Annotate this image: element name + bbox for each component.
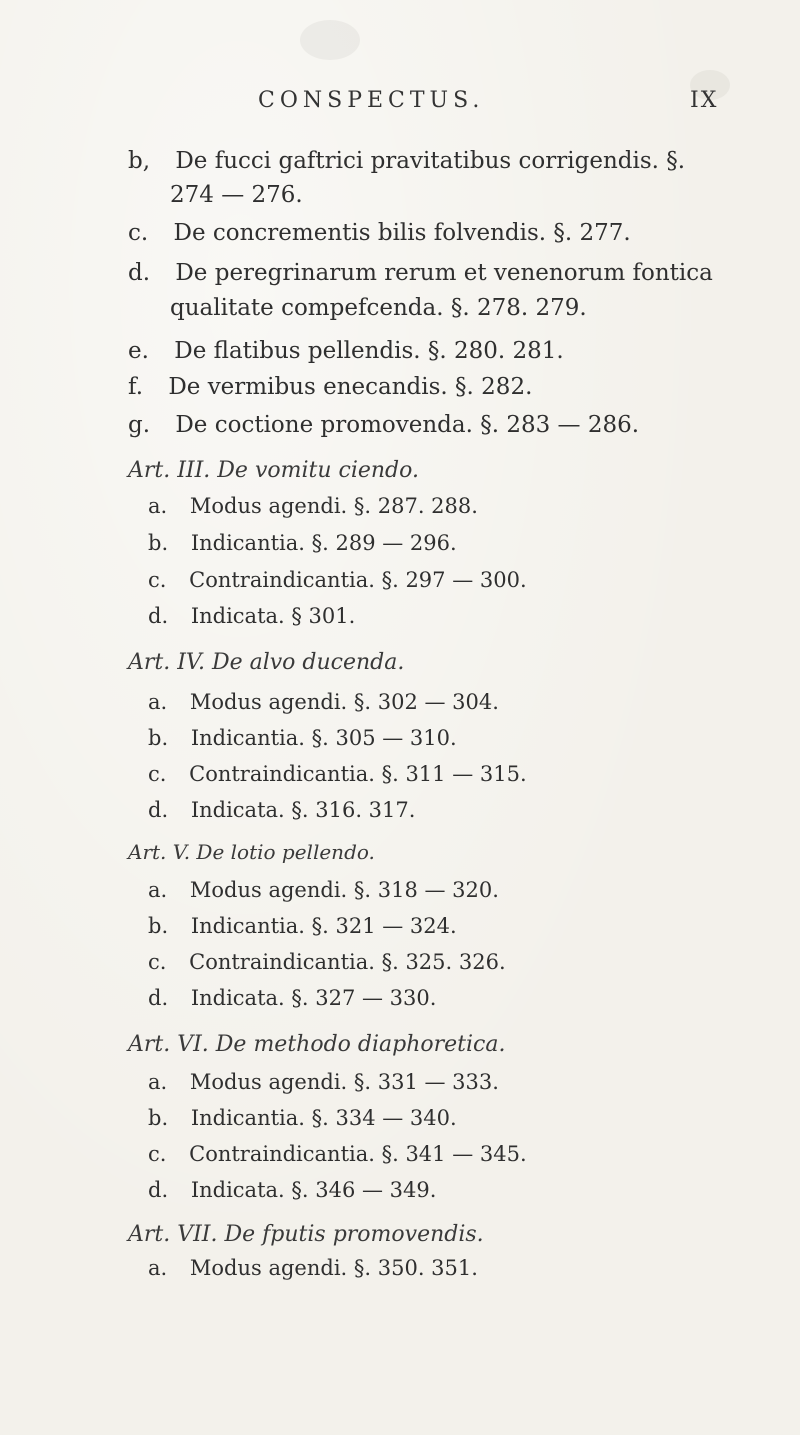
article-heading: Art. VII. De fputis promovendis. xyxy=(128,1222,484,1247)
entry-text: De coctione promovenda. §. 283 — 286. xyxy=(175,412,640,438)
entry-line xyxy=(128,220,631,246)
entry-line xyxy=(148,878,499,902)
entry-line xyxy=(148,690,499,714)
entry-text: Contraindicantia. §. 311 — 315. xyxy=(189,762,527,786)
entry-text: Modus agendi. §. 350. 351. xyxy=(189,1256,478,1280)
entry-text: Modus agendi. §. 318 — 320. xyxy=(189,878,499,902)
entry-line xyxy=(148,950,506,974)
article-heading: Art. IV. De alvo ducenda. xyxy=(128,650,405,675)
entry-text: Indicantia. §. 334 — 340. xyxy=(190,1106,457,1130)
entry-line xyxy=(148,604,355,628)
entry-label: d. xyxy=(148,986,169,1010)
entry-text: Contraindicantia. §. 297 — 300. xyxy=(189,568,527,592)
article-heading: Art. VI. De methodo diaphoretica. xyxy=(128,1032,506,1057)
entry-text: qualitate compefcenda. §. 278. 279. xyxy=(170,295,587,321)
entry-text: 274 — 276. xyxy=(170,182,303,208)
entry-line xyxy=(128,374,532,400)
entry-text: Indicantia. §. 305 — 310. xyxy=(190,726,457,750)
entry-text: Indicata. §. 316. 317. xyxy=(190,798,416,822)
entry-label: b. xyxy=(148,531,169,555)
entry-line xyxy=(148,798,415,822)
entry-text: De vermibus enecandis. §. 282. xyxy=(168,374,533,400)
entry-text: De concrementis bilis folvendis. §. 277. xyxy=(173,220,631,246)
entry-label: a. xyxy=(148,690,168,714)
entry-text: Modus agendi. §. 302 — 304. xyxy=(189,690,499,714)
entry-line xyxy=(128,338,564,364)
entry-label: a. xyxy=(148,878,168,902)
entry-label: e. xyxy=(128,338,149,364)
entry-label: c. xyxy=(128,220,149,246)
entry-text: Modus agendi. §. 287. 288. xyxy=(189,494,478,518)
entry-text: Indicata. §. 327 — 330. xyxy=(190,986,437,1010)
article-heading: Art. V. De lotio pellendo. xyxy=(128,840,375,864)
entry-label: c. xyxy=(148,950,167,974)
entry-line xyxy=(148,568,527,592)
entry-line xyxy=(128,412,639,438)
entry-label: g. xyxy=(128,412,151,438)
entry-text: De flatibus pellendis. §. 280. 281. xyxy=(174,338,564,364)
entry-text: De peregrinarum rerum et venenorum fontica xyxy=(175,260,713,286)
entry-label: a. xyxy=(148,494,168,518)
entry-line xyxy=(148,914,457,938)
entry-line xyxy=(148,762,527,786)
entry-line xyxy=(148,1106,457,1130)
entry-line xyxy=(148,494,478,518)
entry-line xyxy=(148,1256,478,1280)
entry-text: Indicata. §. 346 — 349. xyxy=(190,1178,437,1202)
entry-line xyxy=(148,531,457,555)
entry-text: Indicantia. §. 289 — 296. xyxy=(190,531,457,555)
entry-text: Indicata. § 301. xyxy=(190,604,356,628)
entry-line xyxy=(148,1142,527,1166)
entry-line xyxy=(148,986,436,1010)
entry-line xyxy=(148,726,457,750)
entry-text: Contraindicantia. §. 325. 326. xyxy=(189,950,506,974)
entry-text: Contraindicantia. §. 341 — 345. xyxy=(189,1142,527,1166)
entry-label: b, xyxy=(128,148,151,174)
entry-line xyxy=(148,1070,499,1094)
entry-label: a. xyxy=(148,1070,168,1094)
article-heading: Art. III. De vomitu ciendo. xyxy=(128,458,419,483)
entry-line xyxy=(148,1178,436,1202)
entry-text: De fucci gaftrici pravitatibus corrigendis. §. xyxy=(175,148,686,174)
entry-line xyxy=(128,260,713,286)
entry-label: c. xyxy=(148,762,167,786)
entry-line xyxy=(170,295,587,321)
entry-text: Indicantia. §. 321 — 324. xyxy=(190,914,457,938)
entry-label: d. xyxy=(148,604,169,628)
entry-line xyxy=(170,182,303,208)
entry-label: b. xyxy=(148,914,169,938)
entry-text: Modus agendi. §. 331 — 333. xyxy=(189,1070,499,1094)
page-number: IX xyxy=(690,88,719,113)
entry-label: b. xyxy=(148,726,169,750)
entry-label: c. xyxy=(148,1142,167,1166)
paper-stain xyxy=(300,20,360,60)
entry-label: b. xyxy=(148,1106,169,1130)
entry-label: a. xyxy=(148,1256,168,1280)
entry-label: d. xyxy=(148,1178,169,1202)
running-title: CONSPECTUS. xyxy=(258,88,485,113)
entry-label: c. xyxy=(148,568,167,592)
entry-label: d. xyxy=(148,798,169,822)
running-header xyxy=(0,88,800,118)
entry-label: d. xyxy=(128,260,151,286)
entry-line xyxy=(128,148,685,174)
entry-label: f. xyxy=(128,374,144,400)
